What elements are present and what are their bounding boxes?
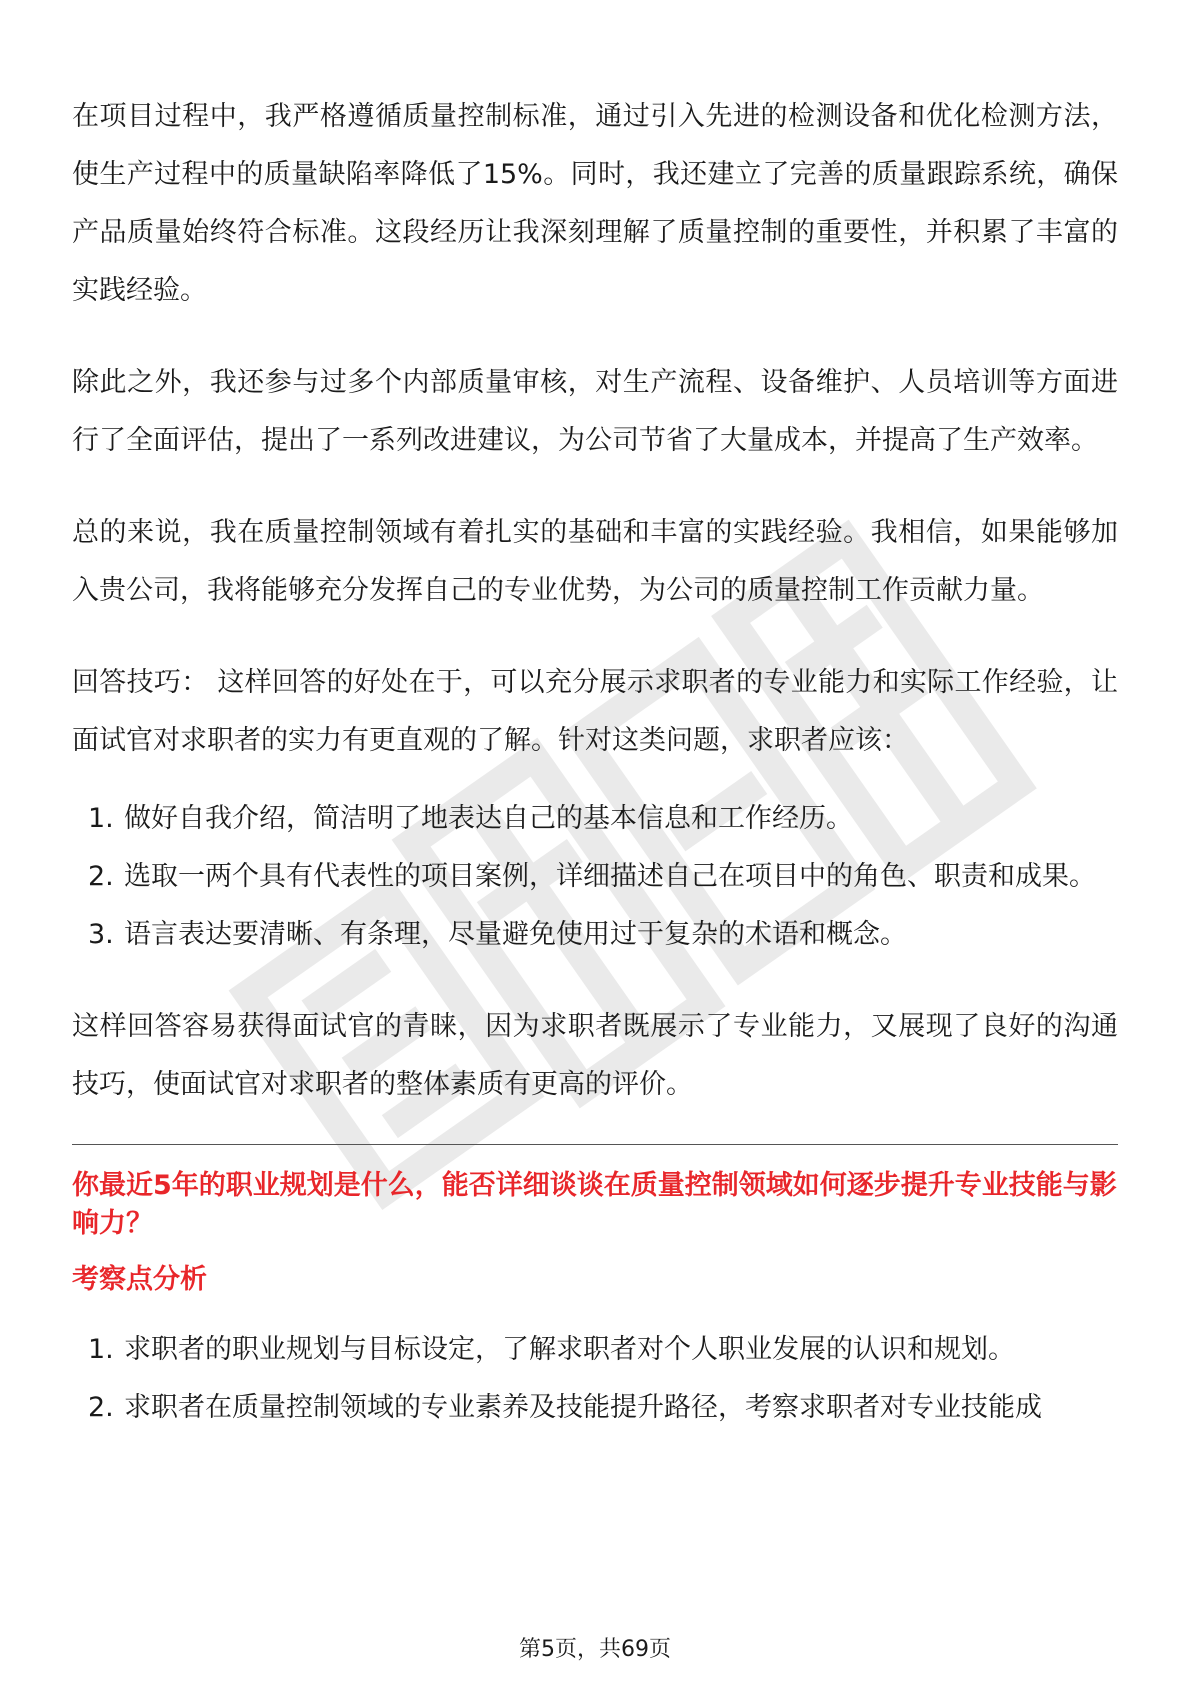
list-number: 1. (88, 1334, 114, 1365)
list-item-text: 求职者在质量控制领域的专业素养及技能提升路径，考察求职者对专业技能成 (124, 1392, 1042, 1423)
paragraph-internal-audit: 除此之外，我还参与过多个内部质量审核，对生产流程、设备维护、人员培训等方面进行了全面评估，提出了一系列改进建议，为公司节省了大量成本，并提高了生产效率。 (72, 367, 1118, 456)
document-page (72, 88, 1118, 1471)
list-number: 1. (88, 803, 114, 834)
list-number: 2. (88, 1392, 114, 1423)
section-divider (72, 1144, 1118, 1145)
list-item-text: 做好自我介绍，简洁明了地表达自己的基本信息和工作经历。 (124, 803, 853, 834)
page-footer: 第5页，共69页 (519, 1637, 671, 1662)
list-number: 2. (88, 861, 114, 892)
list-item (72, 906, 1118, 964)
list-item-text: 选取一两个具有代表性的项目案例，详细描述自己在项目中的角色、职责和成果。 (124, 861, 1096, 892)
list-number: 3. (88, 919, 114, 950)
analysis-heading: 考察点分析 (72, 1264, 207, 1295)
paragraph-summary: 总的来说，我在质量控制领域有着扎实的基础和丰富的实践经验。我相信，如果能够加入贵公司，我将能够充分发挥自己的专业优势，为公司的质量控制工作贡献力量。 (72, 517, 1118, 606)
list-item (72, 1379, 1118, 1437)
list-item (72, 1321, 1118, 1379)
list-item (72, 790, 1118, 848)
list-item (72, 848, 1118, 906)
paragraph-closing: 这样回答容易获得面试官的青睐，因为求职者既展示了专业能力，又展现了良好的沟通技巧，使面试官对求职者的整体素质有更高的评价。 (72, 1011, 1118, 1100)
interview-question: 你最近5年的职业规划是什么，能否详细谈谈在质量控制领域如何逐步提升专业技能与影响力？ (72, 1170, 1117, 1239)
list-item-text: 求职者的职业规划与目标设定，了解求职者对个人职业发展的认识和规划。 (124, 1334, 1015, 1365)
paragraph-answer-tips: 回答技巧： 这样回答的好处在于，可以充分展示求职者的专业能力和实际工作经验，让面试官对求职者的实力有更直观的了解。针对这类问题，求职者应该： (72, 667, 1118, 756)
paragraph-project-experience: 在项目过程中，我严格遵循质量控制标准，通过引入先进的检测设备和优化检测方法，使生产过程中的质量缺陷率降低了15%。同时，我还建立了完善的质量跟踪系统，确保产品质量始终符合标准。这段经历让我深刻理解了质量控制的重要性，并积累了丰富的实践经验。 (72, 101, 1118, 306)
tips-list (72, 790, 1118, 964)
analysis-list (72, 1321, 1118, 1437)
list-item-text: 语言表达要清晰、有条理，尽量避免使用过于复杂的术语和概念。 (124, 919, 907, 950)
